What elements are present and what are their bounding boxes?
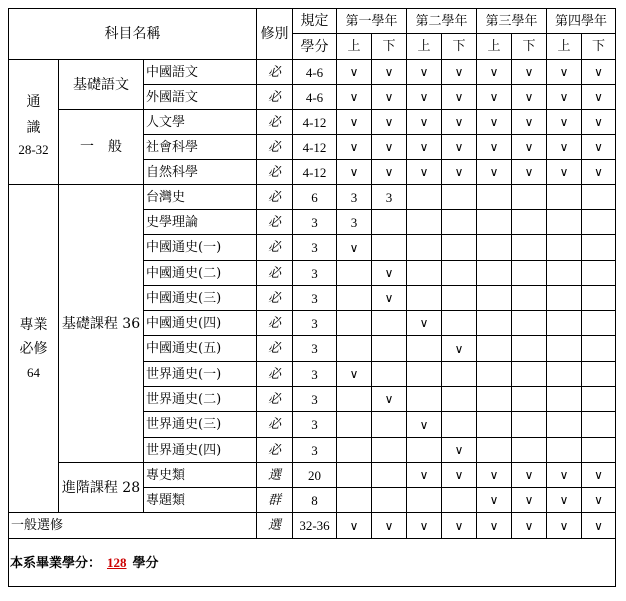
semester-mark: 3 — [337, 210, 372, 235]
semester-mark: 3 — [372, 185, 407, 210]
semester-mark: ∨ — [477, 513, 512, 539]
semester-mark: ∨ — [442, 60, 477, 85]
semester-mark — [547, 235, 582, 261]
semester-mark — [547, 438, 582, 463]
table-row — [9, 513, 616, 539]
course-credits: 20 — [293, 463, 337, 488]
year-2-header: 第二學年 — [407, 9, 477, 34]
course-name: 中國通史(一) — [144, 235, 257, 261]
graduation-label: 本系畢業學分： — [10, 555, 102, 571]
course-credits: 4-12 — [293, 135, 337, 160]
semester-mark: ∨ — [512, 513, 547, 539]
semester-mark: ∨ — [512, 85, 547, 110]
elective-type: 選 — [257, 513, 293, 539]
semester-mark — [512, 185, 547, 210]
semester-mark — [407, 286, 442, 311]
required-type-header: 修別 — [257, 9, 293, 60]
semester-mark — [512, 438, 547, 463]
sem-4-2: 下 — [582, 34, 616, 60]
semester-mark — [582, 185, 616, 210]
semester-mark: ∨ — [512, 160, 547, 185]
course-credits: 3 — [293, 261, 337, 286]
course-type: 必 — [257, 438, 293, 463]
semester-mark — [372, 488, 407, 513]
semester-mark — [442, 235, 477, 261]
semester-mark — [442, 488, 477, 513]
semester-mark: ∨ — [477, 160, 512, 185]
course-name: 世界通史(二) — [144, 387, 257, 412]
semester-mark — [372, 463, 407, 488]
semester-mark — [442, 185, 477, 210]
elective-credits: 32-36 — [293, 513, 337, 539]
semester-mark — [442, 286, 477, 311]
semester-mark: ∨ — [547, 135, 582, 160]
semester-mark — [407, 362, 442, 387]
semester-mark — [372, 438, 407, 463]
semester-mark — [512, 387, 547, 412]
semester-mark — [512, 412, 547, 438]
semester-mark — [407, 387, 442, 412]
semester-mark — [477, 235, 512, 261]
semester-mark: ∨ — [582, 110, 616, 135]
semester-mark: ∨ — [582, 160, 616, 185]
semester-mark — [407, 235, 442, 261]
semester-mark: ∨ — [337, 362, 372, 387]
course-type: 必 — [257, 60, 293, 85]
semester-mark — [477, 362, 512, 387]
semester-mark: ∨ — [407, 463, 442, 488]
semester-mark — [582, 387, 616, 412]
course-name: 中國通史(五) — [144, 336, 257, 362]
semester-mark: ∨ — [512, 463, 547, 488]
semester-mark: ∨ — [547, 85, 582, 110]
semester-mark: ∨ — [407, 110, 442, 135]
semester-mark: ∨ — [582, 488, 616, 513]
course-name: 社會科學 — [144, 135, 257, 160]
semester-mark: ∨ — [372, 85, 407, 110]
course-type: 必 — [257, 261, 293, 286]
semester-mark — [582, 210, 616, 235]
course-credits: 3 — [293, 286, 337, 311]
semester-mark — [442, 387, 477, 412]
course-name: 台灣史 — [144, 185, 257, 210]
sem-2-1: 上 — [407, 34, 442, 60]
semester-mark: ∨ — [547, 110, 582, 135]
semester-mark: ∨ — [442, 336, 477, 362]
general-sub-group: 一 般 — [59, 110, 144, 185]
course-type: 必 — [257, 336, 293, 362]
semester-mark — [337, 412, 372, 438]
semester-mark — [337, 463, 372, 488]
semester-mark — [337, 387, 372, 412]
semester-mark — [442, 362, 477, 387]
semester-mark — [547, 286, 582, 311]
semester-mark: ∨ — [407, 311, 442, 336]
semester-mark: ∨ — [372, 110, 407, 135]
semester-mark — [582, 311, 616, 336]
semester-mark — [407, 210, 442, 235]
course-type: 必 — [257, 160, 293, 185]
semester-mark — [477, 261, 512, 286]
general-label: 通識 — [26, 93, 41, 136]
semester-mark — [547, 210, 582, 235]
semester-mark: ∨ — [407, 60, 442, 85]
semester-mark: ∨ — [337, 85, 372, 110]
course-type: 必 — [257, 210, 293, 235]
semester-mark — [337, 286, 372, 311]
course-credits: 4-6 — [293, 60, 337, 85]
sem-2-2: 下 — [442, 34, 477, 60]
semester-mark — [337, 488, 372, 513]
semester-mark: ∨ — [477, 110, 512, 135]
semester-mark: ∨ — [582, 60, 616, 85]
semester-mark — [547, 336, 582, 362]
semester-mark: ∨ — [372, 160, 407, 185]
course-type: 必 — [257, 110, 293, 135]
semester-mark: ∨ — [477, 463, 512, 488]
semester-mark: ∨ — [477, 488, 512, 513]
course-type: 必 — [257, 387, 293, 412]
semester-mark — [512, 311, 547, 336]
curriculum-table — [8, 8, 616, 587]
semester-mark: ∨ — [477, 60, 512, 85]
semester-mark — [407, 185, 442, 210]
course-name: 中國語文 — [144, 60, 257, 85]
semester-mark: ∨ — [372, 261, 407, 286]
graduation-row — [9, 539, 616, 587]
table-row — [9, 110, 616, 135]
subject-name-header: 科目名稱 — [9, 9, 257, 60]
course-credits: 3 — [293, 438, 337, 463]
course-name: 世界通史(四) — [144, 438, 257, 463]
sem-1-2: 下 — [372, 34, 407, 60]
credits-header-line1: 規定 — [293, 9, 337, 34]
semester-mark: ∨ — [582, 513, 616, 539]
semester-mark — [337, 336, 372, 362]
semester-mark: ∨ — [582, 135, 616, 160]
course-name: 專史類 — [144, 463, 257, 488]
course-name: 世界通史(三) — [144, 412, 257, 438]
semester-mark: ∨ — [512, 135, 547, 160]
semester-mark — [372, 210, 407, 235]
semester-mark: ∨ — [337, 160, 372, 185]
semester-mark — [442, 412, 477, 438]
semester-mark — [337, 311, 372, 336]
semester-mark: ∨ — [407, 135, 442, 160]
course-type: 選 — [257, 463, 293, 488]
basic-courses-group: 基礎課程 36 — [59, 185, 144, 463]
course-name: 人文學 — [144, 110, 257, 135]
semester-mark: ∨ — [582, 463, 616, 488]
table-row — [9, 463, 616, 488]
semester-mark — [547, 412, 582, 438]
semester-mark — [512, 336, 547, 362]
semester-mark: ∨ — [372, 286, 407, 311]
semester-mark — [582, 412, 616, 438]
semester-mark — [477, 438, 512, 463]
semester-mark: ∨ — [442, 110, 477, 135]
semester-mark — [407, 336, 442, 362]
semester-mark: ∨ — [372, 387, 407, 412]
semester-mark — [512, 362, 547, 387]
semester-mark — [582, 438, 616, 463]
graduation-credits-cell — [9, 539, 616, 587]
semester-mark — [372, 336, 407, 362]
course-type: 必 — [257, 286, 293, 311]
course-type: 群 — [257, 488, 293, 513]
semester-mark: ∨ — [547, 513, 582, 539]
semester-mark: ∨ — [512, 60, 547, 85]
year-3-header: 第三學年 — [477, 9, 547, 34]
semester-mark: ∨ — [337, 110, 372, 135]
course-name: 中國通史(四) — [144, 311, 257, 336]
course-type: 必 — [257, 235, 293, 261]
course-name: 專題類 — [144, 488, 257, 513]
course-credits: 3 — [293, 362, 337, 387]
semester-mark: ∨ — [442, 513, 477, 539]
course-type: 必 — [257, 311, 293, 336]
course-credits: 6 — [293, 185, 337, 210]
semester-mark — [547, 185, 582, 210]
course-name: 史學理論 — [144, 210, 257, 235]
semester-mark — [547, 311, 582, 336]
sem-1-1: 上 — [337, 34, 372, 60]
course-credits: 8 — [293, 488, 337, 513]
semester-mark: ∨ — [337, 513, 372, 539]
course-credits: 3 — [293, 311, 337, 336]
semester-mark — [547, 387, 582, 412]
semester-mark: ∨ — [407, 160, 442, 185]
graduation-value: 128 — [107, 554, 127, 570]
semester-mark: ∨ — [372, 60, 407, 85]
table-row — [9, 60, 616, 85]
semester-mark — [582, 286, 616, 311]
course-type: 必 — [257, 85, 293, 110]
semester-mark — [442, 311, 477, 336]
semester-mark: ∨ — [337, 135, 372, 160]
table-row — [9, 185, 616, 210]
semester-mark — [547, 261, 582, 286]
semester-mark: ∨ — [547, 463, 582, 488]
semester-mark — [512, 235, 547, 261]
semester-mark: ∨ — [442, 160, 477, 185]
semester-mark: ∨ — [337, 60, 372, 85]
semester-mark — [582, 261, 616, 286]
semester-mark — [512, 286, 547, 311]
general-credits: 28-32 — [18, 141, 49, 157]
course-credits: 4-12 — [293, 110, 337, 135]
semester-mark — [477, 387, 512, 412]
semester-mark: ∨ — [512, 488, 547, 513]
semester-mark: ∨ — [442, 85, 477, 110]
semester-mark: ∨ — [547, 160, 582, 185]
elective-name: 一般選修 — [9, 513, 257, 539]
semester-mark — [372, 362, 407, 387]
semester-mark — [477, 311, 512, 336]
semester-mark — [407, 261, 442, 286]
semester-mark — [547, 362, 582, 387]
course-credits: 3 — [293, 210, 337, 235]
sem-3-2: 下 — [512, 34, 547, 60]
semester-mark: ∨ — [407, 412, 442, 438]
course-type: 必 — [257, 362, 293, 387]
semester-mark — [407, 438, 442, 463]
semester-mark: ∨ — [477, 135, 512, 160]
course-type: 必 — [257, 412, 293, 438]
semester-mark: ∨ — [582, 85, 616, 110]
semester-mark — [337, 438, 372, 463]
major-label-1: 專業 — [19, 316, 48, 333]
credits-header-line2: 學分 — [293, 34, 337, 60]
semester-mark: ∨ — [337, 235, 372, 261]
year-1-header: 第一學年 — [337, 9, 407, 34]
semester-mark — [442, 261, 477, 286]
year-4-header: 第四學年 — [547, 9, 616, 34]
course-name: 中國通史(三) — [144, 286, 257, 311]
major-label-2: 必修 — [19, 340, 48, 357]
course-credits: 3 — [293, 412, 337, 438]
semester-mark: ∨ — [372, 135, 407, 160]
course-name: 自然科學 — [144, 160, 257, 185]
semester-mark: ∨ — [407, 85, 442, 110]
course-type: 必 — [257, 135, 293, 160]
course-credits: 3 — [293, 336, 337, 362]
semester-mark — [477, 210, 512, 235]
basic-language-group: 基礎語文 — [59, 60, 144, 110]
semester-mark — [337, 261, 372, 286]
course-credits: 4-12 — [293, 160, 337, 185]
semester-mark: ∨ — [442, 463, 477, 488]
graduation-unit: 學分 — [132, 555, 159, 571]
semester-mark — [582, 362, 616, 387]
semester-mark: ∨ — [442, 438, 477, 463]
advanced-courses-group: 進階課程 28 — [59, 463, 144, 513]
course-credits: 3 — [293, 387, 337, 412]
semester-mark: ∨ — [547, 60, 582, 85]
semester-mark — [372, 235, 407, 261]
semester-mark — [477, 286, 512, 311]
semester-mark — [372, 412, 407, 438]
semester-mark: ∨ — [407, 513, 442, 539]
course-name: 中國通史(二) — [144, 261, 257, 286]
course-credits: 4-6 — [293, 85, 337, 110]
course-name: 世界通史(一) — [144, 362, 257, 387]
semester-mark — [582, 336, 616, 362]
semester-mark — [372, 311, 407, 336]
sem-4-1: 上 — [547, 34, 582, 60]
semester-mark — [582, 235, 616, 261]
semester-mark — [477, 336, 512, 362]
semester-mark — [512, 210, 547, 235]
general-group-cell — [9, 60, 59, 185]
semester-mark — [477, 412, 512, 438]
sem-3-1: 上 — [477, 34, 512, 60]
semester-mark — [477, 185, 512, 210]
course-credits: 3 — [293, 235, 337, 261]
semester-mark: ∨ — [372, 513, 407, 539]
major-group-cell — [9, 185, 59, 513]
semester-mark: ∨ — [547, 488, 582, 513]
semester-mark: ∨ — [512, 110, 547, 135]
course-name: 外國語文 — [144, 85, 257, 110]
semester-mark — [442, 210, 477, 235]
semester-mark: ∨ — [442, 135, 477, 160]
semester-mark: 3 — [337, 185, 372, 210]
semester-mark: ∨ — [477, 85, 512, 110]
semester-mark — [407, 488, 442, 513]
semester-mark — [512, 261, 547, 286]
major-credits: 64 — [27, 364, 40, 380]
course-type: 必 — [257, 185, 293, 210]
